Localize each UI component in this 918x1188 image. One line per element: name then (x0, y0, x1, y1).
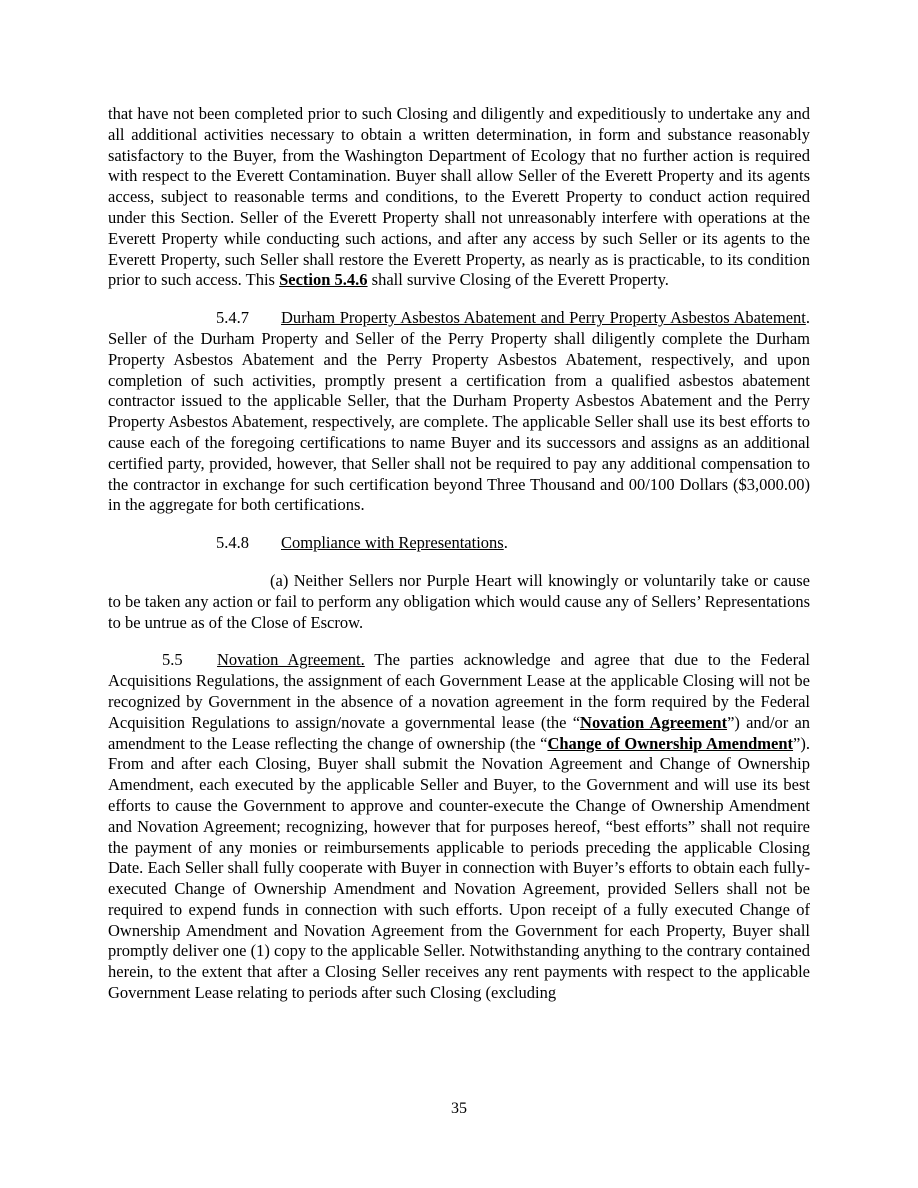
defined-term-novation-agreement: Novation Agreement (580, 712, 728, 732)
defined-term-change-of-ownership-amendment: Change of Ownership Amendment (547, 733, 794, 753)
section-heading: Compliance with Representations (281, 533, 504, 553)
section-body: ”). From and after each Closing, Buyer shall submit the Novation Agreement and Change of Ownership Amendment, each executed by the applicable Seller and Buyer, to the Government and will use its best efforts to cause the Government to approve and counter-execute the Change of Ownership Amendment and Novation Agreement; recognizing, however that for purposes hereof, “best efforts” shall not require the payment of any monies or reimbursements applicable to periods preceding the applicable Closing Date. Each Seller shall fully cooperate with Buyer in connection with Buyer’s efforts to obtain each fully-executed Change of Ownership Amendment and Novation Agreement, provided Sellers shall not be required to expend funds in connection with such efforts. Upon receipt of a fully executed Change of Ownership Amendment and Novation Agreement from the Government for each Property, Buyer shall promptly deliver one (1) copy to the applicable Seller. Notwithstanding anything to the contrary contained herein, to the extent that after a Closing Seller receives any rent payments with respect to the applicable Government Lease relating to periods after such Closing (excluding (108, 733, 810, 1003)
section-body: The parties acknowledge and agree that due to the Federal Acquisitions Regulations, the assignment of each Government Lease at the applicable Closing will not be recognized by Government in the absence of a novation agreement in the form required by the Federal Acquisition Regulations to assign/novate a governmental lease (the “ (108, 650, 811, 732)
section-reference: Section 5.4.6 (279, 270, 368, 290)
section-heading: Durham Property Asbestos Abatement and Perry Property Asbestos Abatement (281, 308, 806, 328)
section-number: 5.4.8 (216, 533, 249, 553)
section-body: . Seller of the Durham Property and Seller of the Perry Property shall diligently complete the Durham Property Asbestos Abatement and the Perry Property Asbestos Abatement, respectively, and upon completion of such activities, promptly present a certification from a qualified asbestos abatement contractor issued to the applicable Seller, that the Durham Property Asbestos Abatement and the Perry Property Asbestos Abatement, respectively, are complete. The applicable Seller shall use its best efforts to cause each of the foregoing certifications to name Buyer and its successors and assigns as an additional certified party, provided, however, that Seller shall not be required to pay any additional compensation to the contractor in exchange for such certification beyond Three Thousand and 00/100 Dollars ($3,000.00) in the aggregate for both certifications. (108, 308, 810, 515)
subsection-5-4-8-a (108, 571, 810, 633)
page-number: 35 (451, 1100, 467, 1117)
section-5-4-7 (108, 308, 810, 516)
section-body: ”) and/or an amendment to the Lease reflecting the change of ownership (the “ (108, 712, 811, 753)
paragraph-text: shall survive Closing of the Everett Property. (367, 270, 669, 290)
section-5-5 (108, 650, 810, 1004)
section-number: 5.5 (162, 650, 183, 670)
paragraph-text: that have not been completed prior to such Closing and diligently and expeditiously to undertake any and all additional activities necessary to obtain a written determination, in form and substance reasonably satisfactory to the Buyer, from the Washington Department of Ecology that no further action is required with respect to the Everett Contamination. Buyer shall allow Seller of the Everett Property and its agents access, subject to reasonable terms and conditions, to the Everett Property to conduct action required under this Section. Seller of the Everett Property shall not unreasonably interfere with operations at the Everett Property while conducting such actions, and after any access by such Seller or its agents to the Everett Property, such Seller shall restore the Everett Property, as nearly as is practicable, to its condition prior to such access. This (108, 104, 810, 290)
section-heading: Novation Agreement. (217, 650, 365, 670)
section-5-4-8 (108, 533, 810, 554)
heading-punctuation: . (503, 533, 508, 553)
paragraph-5-4-6-continuation (108, 104, 810, 291)
section-number: 5.4.7 (216, 308, 249, 328)
subsection-text: (a) Neither Sellers nor Purple Heart will knowingly or voluntarily take or cause to be taken any action or fail to perform any obligation which would cause any of Sellers’ Representations to be untrue as of the Close of Escrow. (108, 570, 810, 632)
